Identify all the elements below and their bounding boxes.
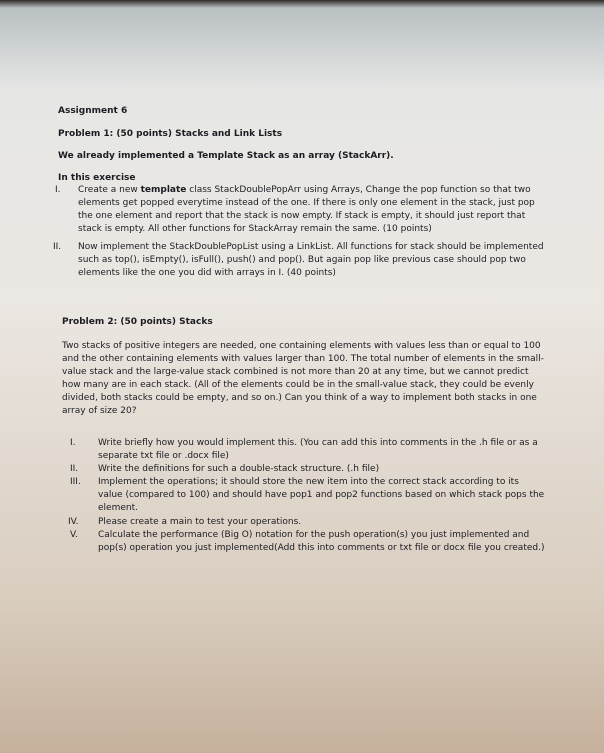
problem1-intro: We already implemented a Template Stack as an array (StackArr). (58, 151, 394, 161)
problem1-item-text-part: class StackDoublePopArr using Arrays, Change the pop function so that two elements get popped everytime instead of the one. If there is only one element in the stack, just pop the one element and report that the stack is now empty. If stack is empty, it should just report that stack is empty. All other functions for StackArray remain the same. (10 points) (78, 185, 535, 234)
problem1-exercise-label: In this exercise (58, 173, 136, 183)
problem1-item-text (78, 184, 548, 236)
problem1-item-number: I. (55, 185, 61, 195)
problem2-item-number: IV. (68, 517, 79, 527)
problem2-item-number: II. (70, 464, 79, 474)
problem2-item-text: Calculate the performance (Big O) notation for the push operation(s) you just implemented and pop(s) operation you just implemented(Add this into comments or txt file or docx file you created.) (98, 530, 545, 553)
problem2-heading: Problem 2: (50 points) Stacks (62, 317, 213, 327)
problem2-item-number: I. (70, 438, 76, 448)
problem2-item-text: Write the definitions for such a double-stack structure. (.h file) (98, 464, 380, 474)
problem1-item-text-bold: template (140, 185, 187, 195)
problem1-item-text: Now implement the StackDoublePopList using a LinkList. All functions for stack should be implemented such as top(), isEmpty(), isFull(), push() and pop(). But again pop like previous case should pop two elements like the one you did with arrays in I. (40 points) (78, 242, 544, 278)
problem2-description: Two stacks of positive integers are needed, one containing elements with values less than or equal to 100 and the other containing elements with values larger than 100. The total number of elements in the small-value stack and the large-value stack combined is not more than 20 at any time, but we cannot predict how many are in each stack. (All of the elements could be in the small-value stack, they could be evenly divided, both stacks could be empty, and so on.) Can you think of a way to implement both stacks in one array of size 20? (62, 341, 544, 416)
problem2-item-text: Implement the operations; it should store the new item into the correct stack according to its value (compared to 100) and should have pop1 and pop2 functions based on which stack pops the element. (98, 477, 545, 513)
problem2-item-number: V. (70, 530, 78, 540)
problem1-item-number: II. (53, 242, 62, 252)
problem1-heading: Problem 1: (50 points) Stacks and Link Lists (58, 129, 283, 139)
problem2-item-text: Write briefly how you would implement this. (You can add this into comments in the .h file or as a separate txt file or .docx file) (98, 438, 538, 461)
problem2-item-number: III. (70, 477, 81, 487)
assignment-title: Assignment 6 (58, 106, 128, 116)
problem1-item-text-part: Create a new (78, 185, 141, 195)
problem2-item-text: Please create a main to test your operations. (98, 517, 302, 527)
